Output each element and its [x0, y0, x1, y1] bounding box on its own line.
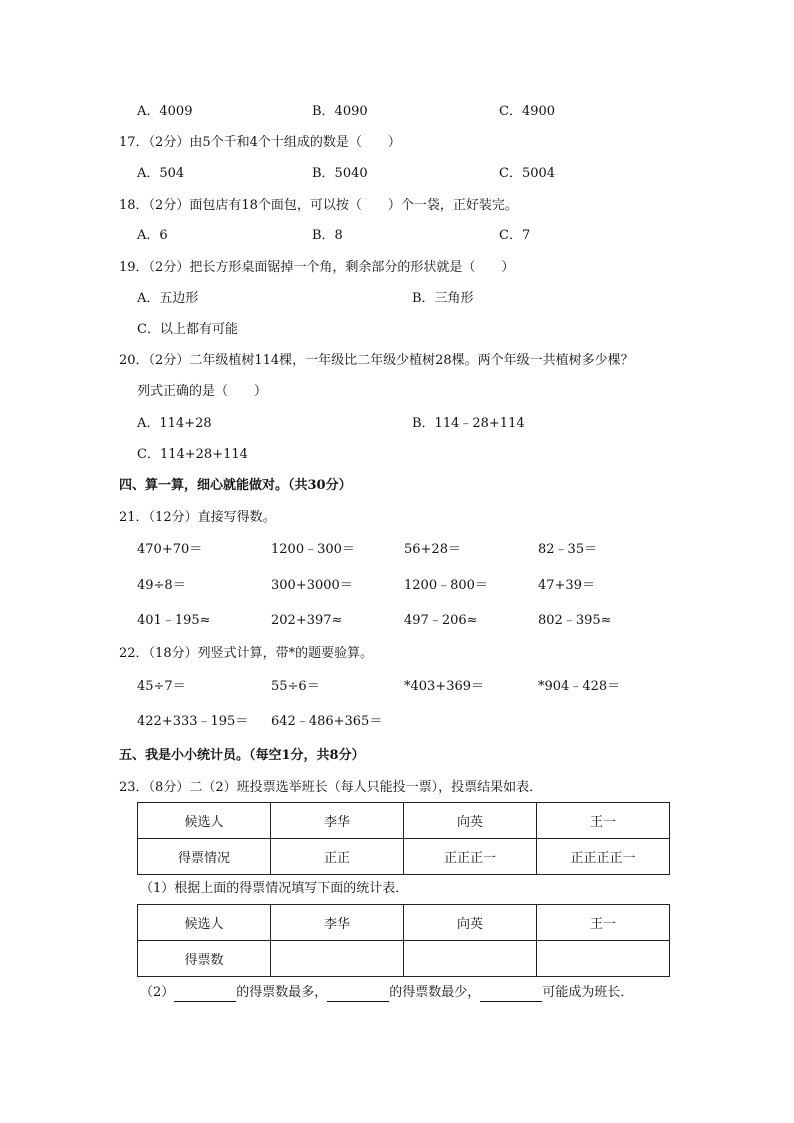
- q20-option-a: A．114+28: [137, 416, 212, 431]
- q23-sub2: [140, 984, 633, 1002]
- q18-option-c: C．7: [499, 228, 531, 243]
- q21-item: 802﹣395≈: [538, 613, 612, 628]
- q21-item: 202+397≈: [271, 613, 343, 628]
- table-cell: 向英: [404, 905, 537, 941]
- answer-cell[interactable]: [271, 941, 404, 977]
- vote-count-table: [137, 904, 670, 977]
- q21-item: 49÷8＝: [137, 578, 186, 593]
- q22-text: 22．（18分）列竖式计算，带*的题要验算。: [119, 646, 374, 661]
- q17-option-c: C．5004: [499, 166, 556, 181]
- q20-option-c: C．114+28+114: [137, 447, 248, 462]
- answer-blank[interactable]: [174, 987, 236, 1002]
- q23-sub2-part3: 可能成为班长．: [542, 985, 634, 1000]
- q20-text-continued: 列式正确的是（ ）: [137, 384, 268, 399]
- q22-item: *403+369＝: [404, 679, 485, 694]
- q18-option-a: A．6: [137, 228, 168, 243]
- q22-item: *904﹣428＝: [538, 679, 621, 694]
- q19-option-b: B．三角形: [412, 291, 474, 306]
- q17-option-a: A．504: [137, 166, 185, 181]
- q16-option-a: A．4009: [137, 104, 193, 119]
- q21-text: 21．（12分）直接写得数。: [119, 510, 276, 525]
- q17-text: 17．（2分）由5个千和4个十组成的数是（ ）: [119, 135, 401, 150]
- table-cell: 得票数: [138, 941, 271, 977]
- q16-option-b: B．4090: [312, 104, 368, 119]
- q23-sub2-part2: 的得票数最少，: [389, 985, 481, 1000]
- section-5-title: 五、我是小小统计员。（每空1分，共8分）: [119, 748, 365, 763]
- q22-item: 55÷6＝: [271, 679, 320, 694]
- section-4-title: 四、算一算，细心就能做对。（共30分）: [119, 478, 352, 493]
- q23-text: 23．（8分）二（2）班投票选举班长（每人只能投一票），投票结果如表．: [119, 780, 543, 795]
- q21-item: 470+70＝: [137, 542, 203, 557]
- table-row: [138, 905, 670, 941]
- answer-blank[interactable]: [327, 987, 389, 1002]
- q21-item: 1200﹣800＝: [404, 578, 488, 593]
- answer-cell[interactable]: [404, 941, 537, 977]
- table-row: [138, 803, 670, 839]
- table-cell: 得票情况: [138, 839, 271, 875]
- answer-cell[interactable]: [537, 941, 670, 977]
- q22-item: 422+333﹣195＝: [137, 714, 249, 729]
- table-cell: 候选人: [138, 803, 271, 839]
- table-cell: 王一: [537, 905, 670, 941]
- table-cell: 向英: [404, 803, 537, 839]
- q21-item: 1200﹣300＝: [271, 542, 355, 557]
- vote-tally-table: [137, 802, 670, 875]
- q19-option-a: A．五边形: [137, 291, 199, 306]
- table-cell: 正正正正一: [537, 839, 670, 875]
- q20-option-b: B．114﹣28+114: [412, 416, 525, 431]
- q22-item: 642﹣486+365＝: [271, 714, 383, 729]
- table-cell: 正正: [271, 839, 404, 875]
- q18-option-b: B．8: [312, 228, 343, 243]
- q22-item: 45÷7＝: [137, 679, 186, 694]
- table-cell: 王一: [537, 803, 670, 839]
- q21-item: 497﹣206≈: [404, 613, 478, 628]
- q21-item: 47+39＝: [538, 578, 595, 593]
- q18-text: 18．（2分）面包店有18个面包，可以按（ ）个一袋，正好装完。: [119, 198, 518, 213]
- table-row: [138, 941, 670, 977]
- q23-sub1: （1）根据上面的得票情况填写下面的统计表．: [140, 881, 409, 896]
- q19-option-c: C．以上都有可能: [137, 322, 238, 337]
- table-row: [138, 839, 670, 875]
- table-cell: 正正正一: [404, 839, 537, 875]
- q21-item: 401﹣195≈: [137, 613, 211, 628]
- q17-option-b: B．5040: [312, 166, 368, 181]
- q19-text: 19．（2分）把长方形桌面锯掉一个角，剩余部分的形状就是（ ）: [119, 260, 515, 275]
- q23-sub2-part1: 的得票数最多，: [236, 985, 328, 1000]
- table-cell: 李华: [271, 803, 404, 839]
- q21-item: 300+3000＝: [271, 578, 353, 593]
- q20-text: 20．（2分）二年级植树114棵，一年级比二年级少植树28棵。两个年级一共植树多少棵？: [119, 353, 634, 368]
- q23-sub2-prefix: （2）: [140, 985, 175, 1000]
- q16-option-c: C．4900: [499, 104, 556, 119]
- answer-blank[interactable]: [480, 987, 542, 1002]
- q21-item: 82﹣35＝: [538, 542, 598, 557]
- table-cell: 候选人: [138, 905, 271, 941]
- q21-item: 56+28＝: [404, 542, 461, 557]
- table-cell: 李华: [271, 905, 404, 941]
